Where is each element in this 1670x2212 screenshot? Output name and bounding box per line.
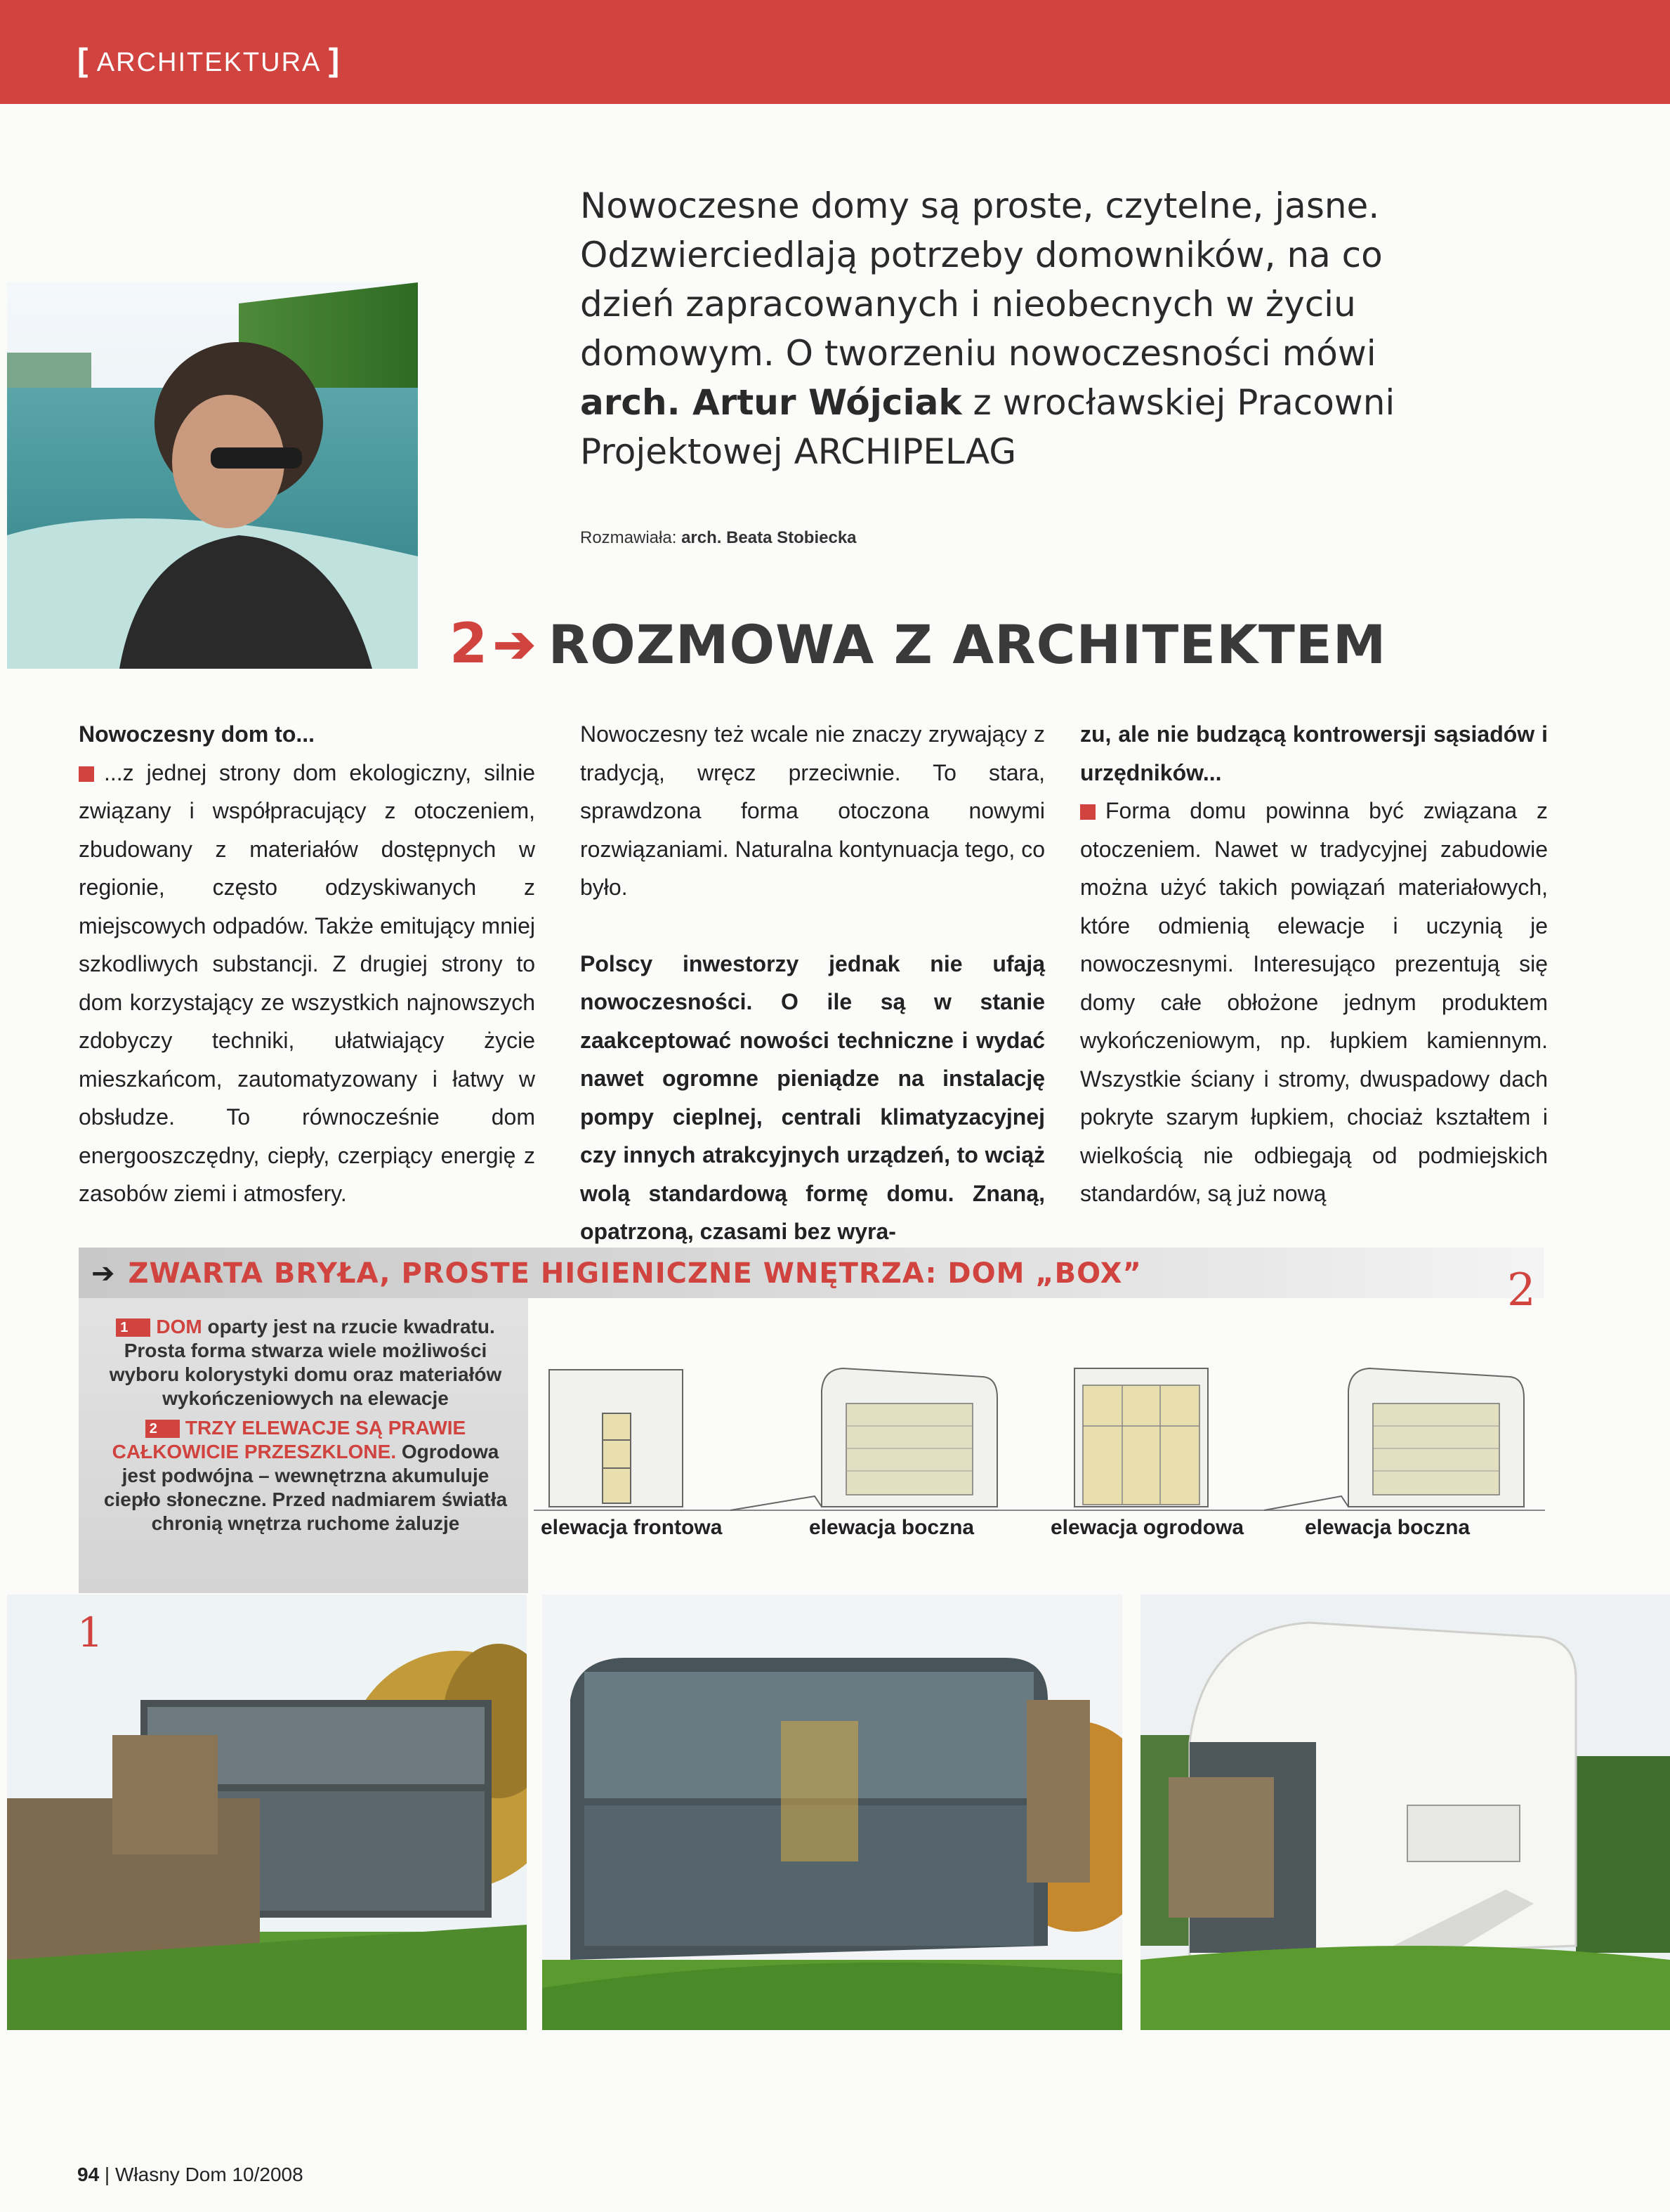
elevation-label-garden: elewacja ogrodowa (1051, 1516, 1244, 1539)
article-column-2 (580, 715, 1045, 1251)
elevation-side-1-drawing (730, 1368, 997, 1510)
note-2-tag: 2 (145, 1420, 180, 1438)
house-render-photo-1 (7, 1595, 527, 2030)
photo-number: 1 (77, 1609, 103, 1656)
byline: Rozmawiała: arch. Beata Stobiecka (580, 528, 857, 547)
answer-1-continued: Nowoczesny też wcale nie znaczy zrywający z tradycją, wręcz przeciwnie. To stara, sprawdzona forma otoczona nowymi rozwiązaniami. Naturalna kontynuacja tego, co było. (580, 721, 1045, 900)
bullet-square-icon (79, 766, 94, 782)
architect-name: arch. Artur Wójciak (580, 382, 962, 423)
headline-number: 2 (449, 613, 488, 676)
article-headline (449, 613, 1386, 676)
bullet-square-icon (1080, 804, 1096, 820)
lead-paragraph: Nowoczesne domy są proste, czytelne, jasne. Odzwierciedlają potrzeby domowników, na co dzień zapracowanych i nieobecnych w życiu domowym. O tworzeniu nowoczesności mówi arch. Artur Wójciak z wrocławskiej Pracowni Projektowej ARCHIPELAG (580, 185, 1395, 472)
elevation-front-drawing (549, 1370, 683, 1507)
box-notes (98, 1315, 513, 1541)
architect-portrait-photo (7, 282, 418, 669)
elevation-label-front: elewacja frontowa (541, 1516, 723, 1539)
house-render-photo-2 (542, 1595, 1122, 2030)
headline-title: ROZMOWA Z ARCHITEKTEM (548, 613, 1387, 676)
elevation-side-2-drawing (1264, 1368, 1524, 1510)
elevation-drawings (534, 1349, 1545, 1517)
page-footer: 94 | Własny Dom 10/2008 (77, 2164, 303, 2185)
elevation-garden-drawing (1074, 1368, 1208, 1507)
note-1-tag: 1 (116, 1318, 150, 1337)
page-number: 94 (77, 2164, 100, 2185)
question-1: Nowoczesny dom to... (79, 721, 315, 747)
box-number: 2 (1507, 1264, 1536, 1316)
article-column-3 (1080, 715, 1548, 1213)
box-title: ➔ ZWARTA BRYŁA, PROSTE HIGIENICZNE WNĘTRZA: DOM „BOX” (91, 1257, 1142, 1290)
question-2-continued: zu, ale nie budzącą kontrowersji sąsiadów i urzędników... (1080, 721, 1548, 785)
answer-1: ...z jednej strony dom ekologiczny, silnie związany i współpracujący z otoczeniem, zbudowany z materiałów dostępnych w regionie, często odzyskiwanych z miejscowych odpadów. Także emitujący mniej szkodliwych substancji. Z drugiej strony to dom korzystający ze wszystkich najnowszych zdobyczy techniki, ułatwiający życie mieszkańcom, zautomatyzowany i łatwy w obsłudze. To równocześnie dom energooszczędny, ciepły, czerpiący energię z zasobów ziemi i atmosfery. (79, 759, 535, 1206)
arrow-right-icon: ➔ (91, 1257, 116, 1290)
section-label: [ ARCHITEKTURA ] (77, 41, 341, 78)
answer-2: Forma domu powinna być związana z otoczeniem. Nawet w tradycyjnej zabudowie można użyć takich powiązań materiałowych, które odmienią elewacje i uczynią je nowoczesnymi. Interesująco prezentują się domy całe obłożone jednym produktem wykończeniowym, np. łupkiem kamiennym. Wszystkie ściany i stromy, dwuspadowy dach pokryte szarym łupkiem, chociaż kształtem i wielkością nie odbiegają od podmiejskich standardów, są już nową (1080, 798, 1548, 1206)
elevation-label-side-2: elewacja boczna (1305, 1516, 1471, 1539)
elevation-label-side-1: elewacja boczna (809, 1516, 975, 1539)
house-render-photo-3 (1140, 1595, 1670, 2030)
magazine-issue: Własny Dom 10/2008 (115, 2164, 303, 2185)
question-2: Polscy inwestorzy jednak nie ufają nowoczesności. O ile są w stanie zaakceptować nowości techniczne i wydać nawet ogromne pieniądze na instalację pompy cieplnej, centrali klimatyzacyjnej czy innych atrakcyjnych urządzeń, to wciąż wolą standardową formę domu. Znaną, opatrzoną, czasami bez wyra- (580, 950, 1045, 1244)
arrow-right-icon: ➔ (493, 617, 536, 673)
note-2: 2 TRZY ELEWACJE SĄ PRAWIE CAŁKOWICIE PRZESZKLONE. Ogrodowa jest podwójna – wewnętrzna akumuluje ciepło słoneczne. Przed nadmiarem światła chronią wnętrza ruchome żaluzje (103, 1417, 508, 1534)
article-column-1 (79, 715, 535, 1213)
note-1: 1 DOM oparty jest na rzucie kwadratu. Prosta forma stwarza wiele możliwości wyboru kolorystyki domu oraz materiałów wykończeniowych na elewacje (109, 1316, 502, 1409)
